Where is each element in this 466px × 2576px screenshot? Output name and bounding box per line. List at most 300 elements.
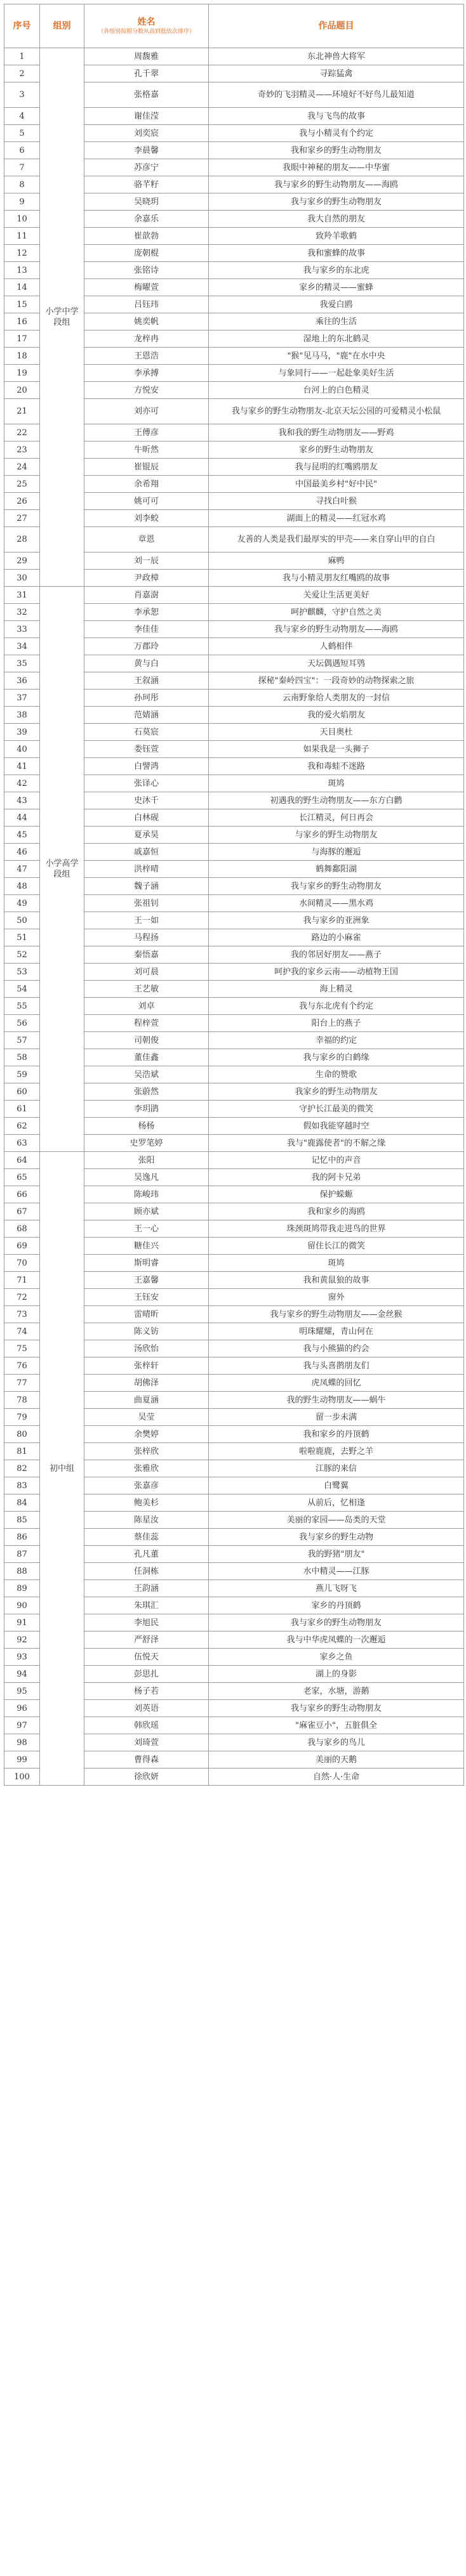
student-name: 王一如 [84, 912, 209, 929]
row-number: 27 [4, 510, 40, 527]
student-name: 朱琪汇 [84, 1597, 209, 1614]
work-title: 窗外 [209, 1289, 464, 1306]
work-title: 与海豚的邂逅 [209, 844, 464, 861]
row-number: 69 [4, 1238, 40, 1255]
row-number: 44 [4, 809, 40, 827]
work-title: 燕儿飞呀飞 [209, 1580, 464, 1597]
student-name: 吴晓玥 [84, 193, 209, 211]
student-name: 伍悦天 [84, 1649, 209, 1666]
work-title: 如果我是一头狮子 [209, 741, 464, 758]
student-name: 雷晴昕 [84, 1306, 209, 1323]
work-title: 呵护麒麟，守护自然之美 [209, 604, 464, 621]
work-title: 我与小精灵有个约定 [209, 125, 464, 142]
work-title: 记忆中的声音 [209, 1152, 464, 1169]
work-title: 麻鸭 [209, 552, 464, 570]
student-name: 史沐千 [84, 792, 209, 809]
student-name: 马程扬 [84, 929, 209, 946]
student-name: 王恩浩 [84, 348, 209, 365]
student-name: 方悦安 [84, 382, 209, 399]
student-name: 魏子涵 [84, 878, 209, 895]
work-title: 我的爱火焰朋友 [209, 707, 464, 724]
row-number: 85 [4, 1512, 40, 1529]
work-title: 白鹭翼 [209, 1477, 464, 1494]
student-name: 张梓欣 [84, 1443, 209, 1460]
student-name: 张梓轩 [84, 1357, 209, 1375]
student-name: 刘英语 [84, 1700, 209, 1717]
student-name: 曹得森 [84, 1751, 209, 1769]
student-name: 李玥鹃 [84, 1101, 209, 1118]
table-row [4, 48, 464, 65]
name-header-note: （各组别按照分数从高到低依次排序） [97, 28, 195, 35]
work-title: 我和家乡的丹顶鹤 [209, 1426, 464, 1443]
student-name: 刘可晨 [84, 964, 209, 981]
student-name: 史罗笔婷 [84, 1135, 209, 1152]
student-name: 刘琦萱 [84, 1734, 209, 1751]
work-title: 水中精灵——江豚 [209, 1563, 464, 1580]
row-number: 77 [4, 1375, 40, 1392]
work-title: "猴"见马马，"鹿"在水中央 [209, 348, 464, 365]
row-number: 48 [4, 878, 40, 895]
student-name: 梅曜萱 [84, 279, 209, 296]
work-title: 我与家乡的鸟儿 [209, 1734, 464, 1751]
table-row [4, 587, 464, 604]
student-name: 彭思扎 [84, 1666, 209, 1683]
row-number: 81 [4, 1443, 40, 1460]
work-title: 我和黄鼠狼的故事 [209, 1272, 464, 1289]
work-title: 我大自然的朋友 [209, 211, 464, 228]
row-number: 88 [4, 1563, 40, 1580]
student-name: 刘卓 [84, 998, 209, 1015]
row-number: 98 [4, 1734, 40, 1751]
work-title: 我和我的野生动物朋友——野鸡 [209, 424, 464, 441]
work-title: 我的邻居好朋友——燕子 [209, 946, 464, 964]
student-name: 苏彦宁 [84, 159, 209, 176]
work-title: 天目奥杜 [209, 724, 464, 741]
row-number: 93 [4, 1649, 40, 1666]
work-title: 生命的赞歌 [209, 1066, 464, 1083]
row-number: 31 [4, 587, 40, 604]
row-number: 57 [4, 1032, 40, 1049]
student-name: 张嘉彦 [84, 1477, 209, 1494]
student-name: 王钰安 [84, 1289, 209, 1306]
row-number: 7 [4, 159, 40, 176]
work-title: "麻雀豆小"，五脏俱全 [209, 1717, 464, 1734]
row-number: 17 [4, 330, 40, 348]
row-number: 6 [4, 142, 40, 159]
row-number: 68 [4, 1220, 40, 1238]
row-number: 95 [4, 1683, 40, 1700]
student-name: 李晨馨 [84, 142, 209, 159]
student-name: 姚奕帆 [84, 313, 209, 330]
work-title: 乘往的生活 [209, 313, 464, 330]
row-number: 66 [4, 1186, 40, 1203]
work-title: 幸福的约定 [209, 1032, 464, 1049]
work-title: 留一步未满 [209, 1409, 464, 1426]
student-name: 胡佛泽 [84, 1375, 209, 1392]
student-name: 孔千翠 [84, 65, 209, 82]
row-number: 47 [4, 861, 40, 878]
student-name: 刘李蛟 [84, 510, 209, 527]
work-title: 海上精灵 [209, 981, 464, 998]
row-number: 97 [4, 1717, 40, 1734]
row-number: 30 [4, 570, 40, 587]
student-name: 王一心 [84, 1220, 209, 1238]
student-name: 尹政樟 [84, 570, 209, 587]
student-name: 戚嘉恒 [84, 844, 209, 861]
student-name: 王傅彦 [84, 424, 209, 441]
work-title: 斑鸠 [209, 1255, 464, 1272]
work-title: 初遇我的野生动物朋友——东方白鹳 [209, 792, 464, 809]
row-number: 38 [4, 707, 40, 724]
work-title: 从前后，忆相逢 [209, 1494, 464, 1512]
student-name: 李承恕 [84, 604, 209, 621]
row-number: 11 [4, 228, 40, 245]
work-title: 家乡的野生动物朋友 [209, 441, 464, 459]
student-name: 娄钰萱 [84, 741, 209, 758]
student-name: 张蔚然 [84, 1083, 209, 1101]
row-number: 33 [4, 621, 40, 638]
work-title: 我与小熊猫的约会 [209, 1340, 464, 1357]
row-number: 2 [4, 65, 40, 82]
work-title: 我和家乡的野生动物朋友 [209, 142, 464, 159]
student-name: 吴莹 [84, 1409, 209, 1426]
student-name: 骆芊籽 [84, 176, 209, 193]
student-name: 孔凡董 [84, 1546, 209, 1563]
student-name: 陈峻玮 [84, 1186, 209, 1203]
work-title: 家乡的精灵——蜜蜂 [209, 279, 464, 296]
row-number: 58 [4, 1049, 40, 1066]
work-title: 我的野生动物朋友——蜗牛 [209, 1392, 464, 1409]
row-number: 9 [4, 193, 40, 211]
work-title: 我和家乡的海鸥 [209, 1203, 464, 1220]
work-title: 保护蝾螈 [209, 1186, 464, 1203]
student-name: 夏承昊 [84, 827, 209, 844]
work-title: 我与"鹿露使者"的不解之缘 [209, 1135, 464, 1152]
work-title: 探秘"秦岭四宝"：一段奇妙的动物探索之旅 [209, 672, 464, 690]
work-title: 鹤舞鄱阳湖 [209, 861, 464, 878]
work-title: 美丽的天鹅 [209, 1751, 464, 1769]
student-name: 张格嘉 [84, 82, 209, 108]
row-number: 51 [4, 929, 40, 946]
student-name: 张雅欣 [84, 1460, 209, 1477]
student-name: 斯明睿 [84, 1255, 209, 1272]
row-number: 52 [4, 946, 40, 964]
work-title: 我与飞鸟的故事 [209, 108, 464, 125]
work-title: 我与头喜鹊朋友们 [209, 1357, 464, 1375]
student-name: 王艺敏 [84, 981, 209, 998]
student-name: 白譬鸿 [84, 758, 209, 775]
row-number: 41 [4, 758, 40, 775]
table-header [4, 4, 464, 48]
row-number: 3 [4, 82, 40, 108]
student-name: 李佳佳 [84, 621, 209, 638]
row-number: 45 [4, 827, 40, 844]
row-number: 39 [4, 724, 40, 741]
row-number: 96 [4, 1700, 40, 1717]
row-number: 5 [4, 125, 40, 142]
row-number: 15 [4, 296, 40, 313]
work-title: 我眼中神秘的朋友——中华蜜 [209, 159, 464, 176]
student-name: 杨子若 [84, 1683, 209, 1700]
title-header: 作品题目 [209, 4, 464, 48]
work-title: 我与东北虎有个约定 [209, 998, 464, 1015]
row-number: 23 [4, 441, 40, 459]
work-title: 家乡之鱼 [209, 1649, 464, 1666]
student-name: 蔡佳蕊 [84, 1529, 209, 1546]
table-row [4, 1152, 464, 1169]
row-number: 100 [4, 1769, 40, 1786]
student-name: 牛昕然 [84, 441, 209, 459]
student-name: 刘奕宸 [84, 125, 209, 142]
student-name: 任洞栋 [84, 1563, 209, 1580]
group-cell: 小学中学段组 [40, 48, 84, 587]
student-name: 徐欣妍 [84, 1769, 209, 1786]
work-title: 我与家乡的野生动物朋友——金丝猴 [209, 1306, 464, 1323]
row-number: 22 [4, 424, 40, 441]
work-title: 关爱让生活更美好 [209, 587, 464, 604]
row-number: 40 [4, 741, 40, 758]
work-title: 寻踪猛禽 [209, 65, 464, 82]
work-title: 奇妙的飞羽精灵——环境好不好鸟儿最知道 [209, 82, 464, 108]
work-title: 我与家乡的野生动物朋友——海鸥 [209, 621, 464, 638]
row-number: 13 [4, 262, 40, 279]
student-name: 严舒泽 [84, 1631, 209, 1649]
row-number: 29 [4, 552, 40, 570]
row-number: 84 [4, 1494, 40, 1512]
work-title: 老家，水塘，游鹅 [209, 1683, 464, 1700]
work-title: 江豚的来信 [209, 1460, 464, 1477]
student-name: 白林砚 [84, 809, 209, 827]
row-number: 70 [4, 1255, 40, 1272]
student-name: 程梓萱 [84, 1015, 209, 1032]
row-number: 62 [4, 1118, 40, 1135]
row-number: 59 [4, 1066, 40, 1083]
group-header: 组别 [40, 4, 84, 48]
row-number: 75 [4, 1340, 40, 1357]
student-name: 张祖钊 [84, 895, 209, 912]
work-title: 湿地上的东北鹤灵 [209, 330, 464, 348]
work-title: 明珠耀耀，青山何在 [209, 1323, 464, 1340]
row-number: 4 [4, 108, 40, 125]
student-name: 司朝俊 [84, 1032, 209, 1049]
work-title: 我与家乡的野生动物朋友 [209, 1700, 464, 1717]
work-title: 我与家乡的野生动物朋友 [209, 1614, 464, 1631]
table-body [4, 48, 464, 1786]
work-title: 珠颈斑鸠带我走进鸟的世界 [209, 1220, 464, 1238]
row-number: 89 [4, 1580, 40, 1597]
student-name: 张译心 [84, 775, 209, 792]
student-name: 周馥雅 [84, 48, 209, 65]
awards-table [4, 4, 464, 1786]
row-number: 10 [4, 211, 40, 228]
work-title: 中国最美乡村"好中民" [209, 476, 464, 493]
row-number: 76 [4, 1357, 40, 1375]
row-number: 91 [4, 1614, 40, 1631]
name-header-label: 姓名 [137, 16, 156, 27]
student-name: 余嘉乐 [84, 211, 209, 228]
row-number: 83 [4, 1477, 40, 1494]
student-name: 吴逸凡 [84, 1169, 209, 1186]
row-number: 34 [4, 638, 40, 655]
row-number: 79 [4, 1409, 40, 1426]
row-number: 73 [4, 1306, 40, 1323]
student-name: 万郡玲 [84, 638, 209, 655]
student-name: 顾亦斌 [84, 1203, 209, 1220]
student-name: 糖佳兴 [84, 1238, 209, 1255]
student-name: 谢佳滢 [84, 108, 209, 125]
student-name: 陈星汝 [84, 1512, 209, 1529]
work-title: 路边的小麻雀 [209, 929, 464, 946]
row-number: 37 [4, 690, 40, 707]
student-name: 杨杨 [84, 1118, 209, 1135]
seq-header: 序号 [4, 4, 40, 48]
row-number: 35 [4, 655, 40, 672]
row-number: 80 [4, 1426, 40, 1443]
row-number: 56 [4, 1015, 40, 1032]
row-number: 67 [4, 1203, 40, 1220]
work-title: 天坛偶遇短耳鸮 [209, 655, 464, 672]
work-title: 我的野猪"朋友" [209, 1546, 464, 1563]
student-name: 余樊婷 [84, 1426, 209, 1443]
row-number: 54 [4, 981, 40, 998]
student-name: 刘一辰 [84, 552, 209, 570]
row-number: 19 [4, 365, 40, 382]
student-name: 曲夏涵 [84, 1392, 209, 1409]
work-title: 友善的人类是我们最厚实的甲壳——来自穿山甲的自白 [209, 527, 464, 552]
work-title: 虎凤蝶的回忆 [209, 1375, 464, 1392]
work-title: 我与家乡的野生动物朋友——海鸥 [209, 176, 464, 193]
row-number: 49 [4, 895, 40, 912]
row-number: 26 [4, 493, 40, 510]
student-name: 崔歆勃 [84, 228, 209, 245]
row-number: 43 [4, 792, 40, 809]
row-number: 87 [4, 1546, 40, 1563]
student-name: 董佳鑫 [84, 1049, 209, 1066]
row-number: 18 [4, 348, 40, 365]
work-title: 斑鸠 [209, 775, 464, 792]
student-name: 肖嘉澍 [84, 587, 209, 604]
student-name: 黄与白 [84, 655, 209, 672]
student-name: 王叙涵 [84, 672, 209, 690]
student-name: 章恩 [84, 527, 209, 552]
work-title: 与家乡的野生动物朋友 [209, 827, 464, 844]
work-title: 我爱白鸥 [209, 296, 464, 313]
student-name: 李承搏 [84, 365, 209, 382]
student-name: 汤欣怡 [84, 1340, 209, 1357]
work-title: 我与家乡的野生动物朋友 [209, 193, 464, 211]
row-number: 90 [4, 1597, 40, 1614]
name-header [84, 4, 209, 48]
student-name: 张铭诗 [84, 262, 209, 279]
work-title: 我和毒蛙不迷路 [209, 758, 464, 775]
student-name: 范婧涵 [84, 707, 209, 724]
work-title: 湖面上的精灵——红冠水鸡 [209, 510, 464, 527]
student-name: 刘亦可 [84, 399, 209, 424]
row-number: 86 [4, 1529, 40, 1546]
student-name: 姚可可 [84, 493, 209, 510]
work-title: 我与家乡的野生动物朋友 [209, 878, 464, 895]
work-title: 与象同行——一起赴象美好生活 [209, 365, 464, 382]
row-number: 12 [4, 245, 40, 262]
row-number: 8 [4, 176, 40, 193]
student-name: 崔锟辰 [84, 459, 209, 476]
work-title: 自然·人·生命 [209, 1769, 464, 1786]
student-name: 王嘉馨 [84, 1272, 209, 1289]
row-number: 78 [4, 1392, 40, 1409]
student-name: 庞朝棍 [84, 245, 209, 262]
row-number: 82 [4, 1460, 40, 1477]
work-title: 我与家乡的亚洲象 [209, 912, 464, 929]
row-number: 64 [4, 1152, 40, 1169]
row-number: 1 [4, 48, 40, 65]
row-number: 94 [4, 1666, 40, 1683]
student-name: 洪梓晴 [84, 861, 209, 878]
work-title: 我的阿卡兄弟 [209, 1169, 464, 1186]
work-title: 湖上的身影 [209, 1666, 464, 1683]
work-title: 阳台上的燕子 [209, 1015, 464, 1032]
row-number: 42 [4, 775, 40, 792]
row-number: 14 [4, 279, 40, 296]
work-title: 呵护我的家乡云南——动植物王国 [209, 964, 464, 981]
row-number: 32 [4, 604, 40, 621]
work-title: 我与昆明的红嘴鸥朋友 [209, 459, 464, 476]
student-name: 王韵涵 [84, 1580, 209, 1597]
work-title: 我与小精灵朋友红嘴鸥的故事 [209, 570, 464, 587]
work-title: 守护长江最美的微笑 [209, 1101, 464, 1118]
work-title: 留住长江的微笑 [209, 1238, 464, 1255]
row-number: 21 [4, 399, 40, 424]
row-number: 20 [4, 382, 40, 399]
work-title: 人鹤相伴 [209, 638, 464, 655]
work-title: 水间精灵——黑水鸡 [209, 895, 464, 912]
row-number: 99 [4, 1751, 40, 1769]
work-title: 寻找白叶猴 [209, 493, 464, 510]
student-name: 石莫宸 [84, 724, 209, 741]
work-title: 啦啦鹿鹿，去野之羊 [209, 1443, 464, 1460]
work-title: 长江精灵，何日再会 [209, 809, 464, 827]
row-number: 74 [4, 1323, 40, 1340]
row-number: 63 [4, 1135, 40, 1152]
student-name: 鲍美杉 [84, 1494, 209, 1512]
row-number: 36 [4, 672, 40, 690]
row-number: 46 [4, 844, 40, 861]
row-number: 61 [4, 1101, 40, 1118]
work-title: 我和蜜蜂的故事 [209, 245, 464, 262]
work-title: 我与家乡的野生动物朋友-北京天坛公园的可爱精灵小松鼠 [209, 399, 464, 424]
student-name: 李旭民 [84, 1614, 209, 1631]
row-number: 53 [4, 964, 40, 981]
work-title: 致羚羊歌鹤 [209, 228, 464, 245]
student-name: 秦悟嘉 [84, 946, 209, 964]
work-title: 东北神兽大将军 [209, 48, 464, 65]
work-title: 云南野象给人类朋友的一封信 [209, 690, 464, 707]
row-number: 16 [4, 313, 40, 330]
student-name: 吴浩斌 [84, 1066, 209, 1083]
group-cell: 小学高学段组 [40, 587, 84, 1152]
group-cell: 初中组 [40, 1152, 84, 1786]
work-title: 我与家乡的东北虎 [209, 262, 464, 279]
row-number: 50 [4, 912, 40, 929]
row-number: 25 [4, 476, 40, 493]
row-number: 60 [4, 1083, 40, 1101]
student-name: 张阳 [84, 1152, 209, 1169]
row-number: 55 [4, 998, 40, 1015]
student-name: 陈义钫 [84, 1323, 209, 1340]
student-name: 余希翔 [84, 476, 209, 493]
work-title: 台河上的白色精灵 [209, 382, 464, 399]
student-name: 龙梓冉 [84, 330, 209, 348]
work-title: 我家乡的野生动物朋友 [209, 1083, 464, 1101]
